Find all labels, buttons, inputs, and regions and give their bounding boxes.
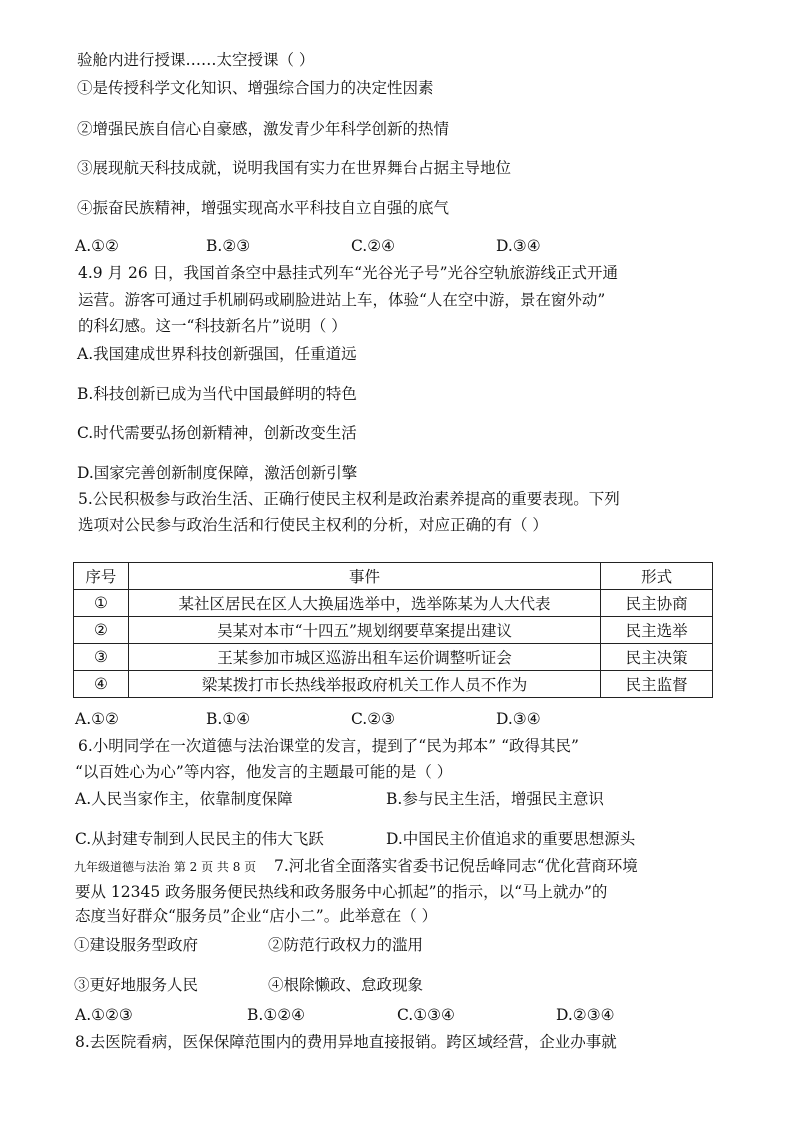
table-row	[74, 617, 713, 644]
q4-stem-line-1: 4.9 月 26 日，我国首条空中悬挂式列车“光谷光子号”光谷空轨旅游线正式开通	[78, 264, 619, 282]
table-cell: ①	[74, 590, 129, 617]
q4-option-a[interactable]: A.我国建成世界科技创新强国，任重道远	[77, 345, 357, 363]
q7-option-b[interactable]: B.①②④	[247, 1006, 306, 1024]
q4-option-b[interactable]: B.科技创新已成为当代中国最鲜明的特色	[77, 385, 357, 403]
table-cell: 民主监督	[601, 671, 713, 698]
q7-item-4: ④根除懒政、怠政现象	[268, 976, 424, 994]
table-cell: 吴某对本市“十四五”规划纲要草案提出建议	[128, 617, 600, 644]
table-cell: ②	[74, 617, 129, 644]
table-cell: ④	[74, 671, 129, 698]
q3-item-4: ④振奋民族精神，增强实现高水平科技自立自强的底气	[77, 199, 450, 217]
q6-option-d[interactable]: D.中国民主价值追求的重要思想源头	[386, 830, 636, 848]
q3-option-d[interactable]: D.③④	[496, 237, 541, 255]
q7-option-d[interactable]: D.②③④	[556, 1006, 615, 1024]
table-cell: ③	[74, 644, 129, 671]
q5-option-a[interactable]: A.①②	[75, 710, 119, 728]
q4-stem-line-2: 运营。游客可通过手机刷码或刷脸进站上车，体验“人在空中游，景在窗外动”	[78, 291, 606, 309]
table-row	[74, 644, 713, 671]
q7-stem-line-2: 要从 12345 政务服务便民热线和政务服务中心抓起”的指示，以“马上就办”的	[75, 883, 608, 901]
table-row	[74, 590, 713, 617]
q6-stem-line-2: “以百姓心为心”等内容，他发言的主题最可能的是（ ）	[75, 763, 453, 781]
table-cell: 梁某拨打市长热线举报政府机关工作人员不作为	[128, 671, 600, 698]
q7-option-c[interactable]: C.①③④	[397, 1006, 455, 1024]
table-cell: 民主选举	[601, 617, 713, 644]
q5-option-c[interactable]: C.②③	[351, 710, 396, 728]
table-cell: 王某参加市城区巡游出租车运价调整听证会	[128, 644, 600, 671]
table-row	[74, 671, 713, 698]
q7-stem-line-1: 7.河北省全面落实省委书记倪岳峰同志“优化营商环境	[274, 857, 638, 875]
q6-stem-line-1: 6.小明同学在一次道德与法治课堂的发言，提到了“民为邦本” “政得其民”	[78, 737, 579, 755]
q4-option-c[interactable]: C.时代需要弘扬创新精神，创新改变生活	[77, 424, 357, 442]
q3-item-1: ①是传授科学文化知识、增强综合国力的决定性因素	[77, 79, 434, 97]
q8-stem-line-1: 8.去医院看病，医保保障范围内的费用异地直接报销。跨区域经营，企业办事就	[75, 1033, 617, 1051]
q5-table	[73, 562, 713, 698]
q3-item-3: ③展现航天科技成就，说明我国有实力在世界舞台占据主导地位	[77, 159, 512, 177]
q3-options	[75, 236, 541, 256]
table-header-row	[74, 563, 713, 590]
table-header-event: 事件	[128, 563, 600, 590]
q7-stem-line-3: 态度当好群众“服务员”企业“店小二”。此举意在（ ）	[75, 907, 438, 925]
q3-option-b[interactable]: B.②③	[206, 237, 251, 255]
q4-option-d[interactable]: D.国家完善创新制度保障，激活创新引擎	[77, 464, 358, 482]
table-cell: 某社区居民在区人大换届选举中，选举陈某为人大代表	[128, 590, 600, 617]
q7-options	[75, 1005, 615, 1025]
q4-stem-line-3: 的科幻感。这一“科技新名片”说明（ ）	[78, 317, 347, 335]
q5-options	[75, 709, 541, 729]
q3-option-c[interactable]: C.②④	[351, 237, 396, 255]
q7-item-1: ①建设服务型政府	[74, 936, 199, 954]
q7-item-3: ③更好地服务人民	[74, 976, 199, 994]
table-header-form: 形式	[601, 563, 713, 590]
q6-option-c[interactable]: C.从封建专制到人民民主的伟大飞跃	[75, 830, 324, 848]
table-cell: 民主决策	[601, 644, 713, 671]
q5-stem-line-1: 5.公民积极参与政治生活、正确行使民主权利是政治素养提高的重要表现。下列	[78, 490, 620, 508]
q7-item-2: ②防范行政权力的滥用	[268, 936, 424, 954]
q5-option-d[interactable]: D.③④	[496, 710, 541, 728]
q3-item-2: ②增强民族自信心自豪感，激发青少年科学创新的热情	[77, 120, 450, 138]
q6-option-b[interactable]: B.参与民主生活，增强民主意识	[386, 790, 604, 808]
page-footer: 九年级道德与法治 第 2 页 共 8 页	[74, 860, 257, 874]
q5-option-b[interactable]: B.①④	[206, 710, 251, 728]
q7-option-a[interactable]: A.①②③	[75, 1006, 133, 1024]
q3-option-a[interactable]: A.①②	[75, 237, 119, 255]
q3-stem-end: 验舱内进行授课……太空授课（ ）	[77, 51, 315, 69]
table-cell: 民主协商	[601, 590, 713, 617]
q5-stem-line-2: 选项对公民参与政治生活和行使民主权利的分析，对应正确的有（ ）	[78, 516, 548, 534]
q6-option-a[interactable]: A.人民当家作主，依靠制度保障	[75, 790, 293, 808]
table-header-no: 序号	[74, 563, 129, 590]
